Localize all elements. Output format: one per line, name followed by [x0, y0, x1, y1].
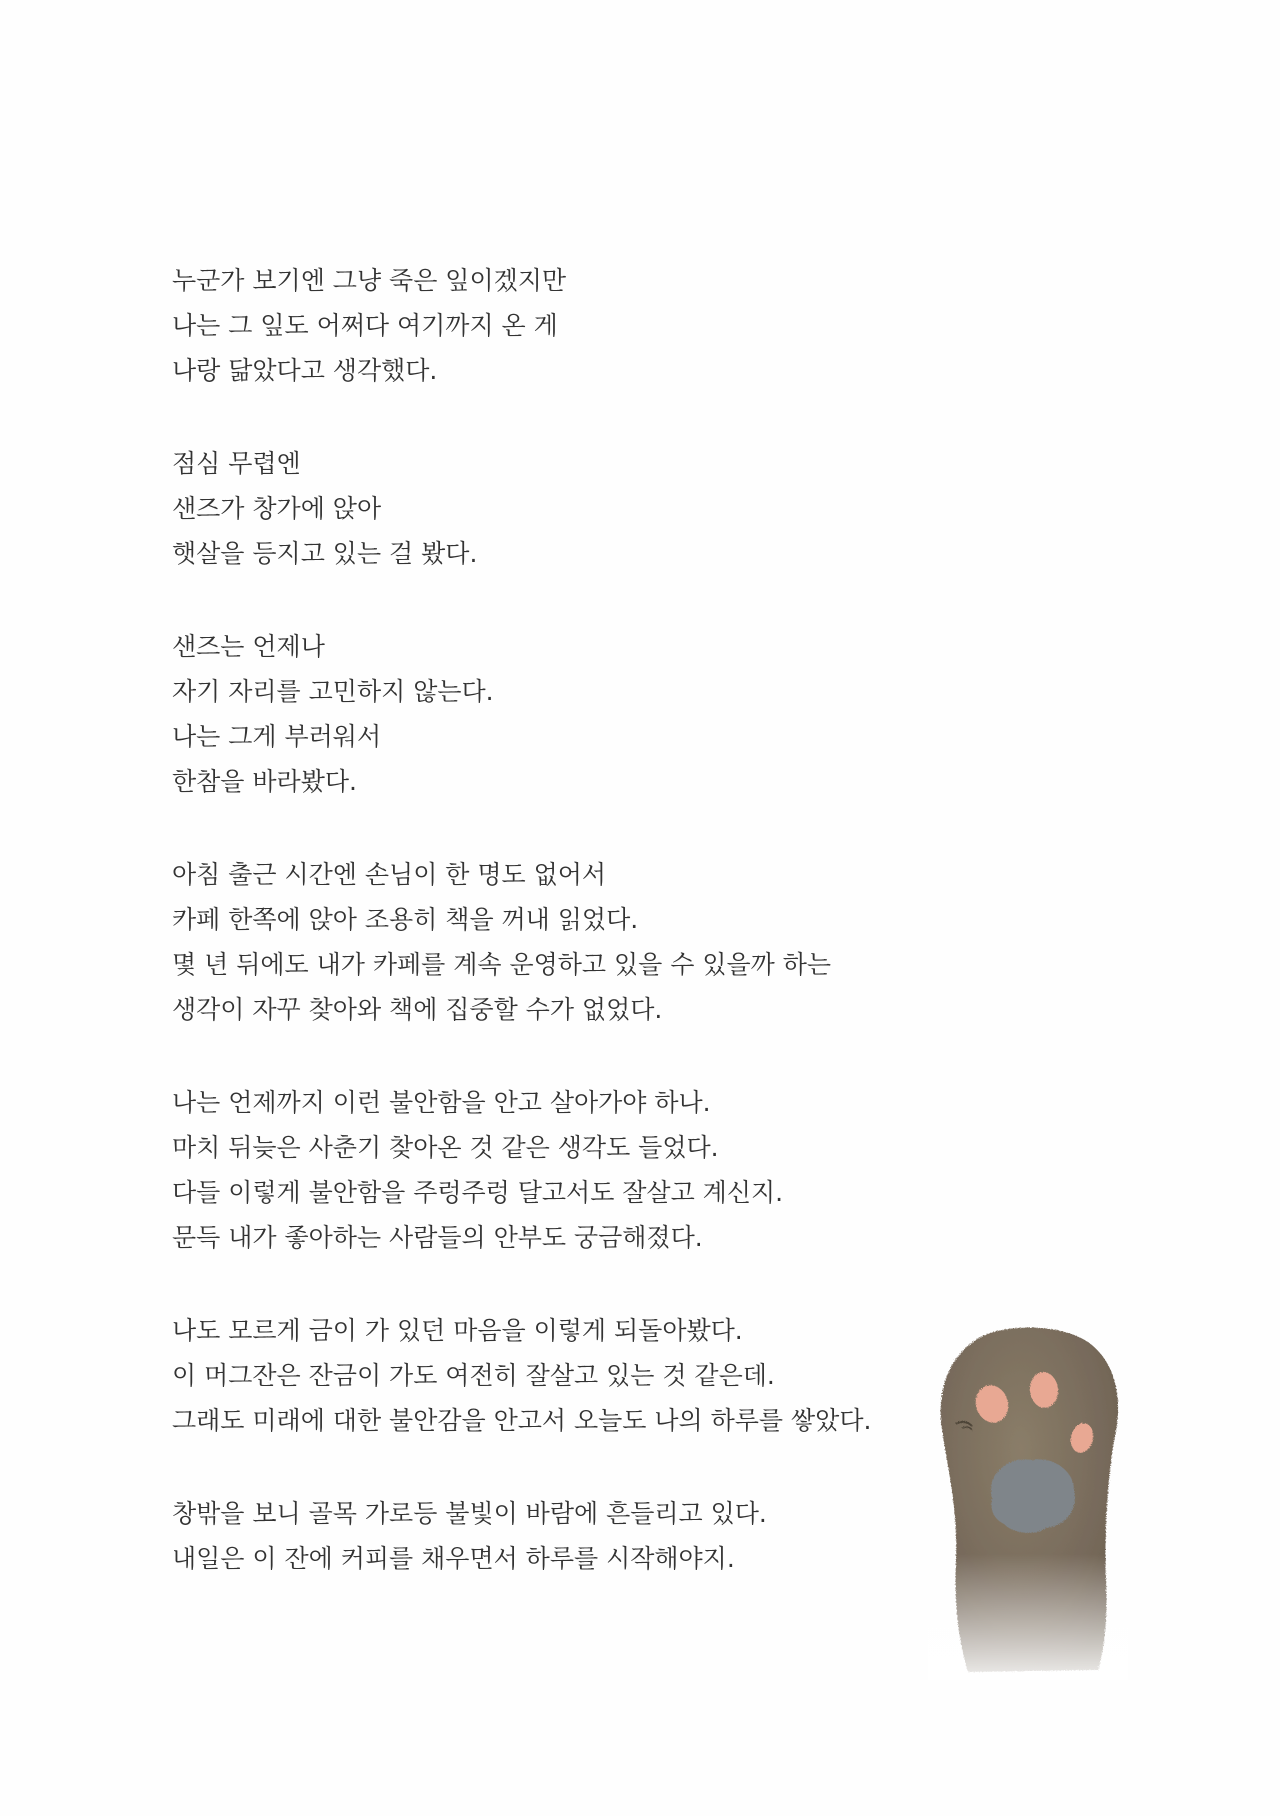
poem-line: 나는 그게 부러워서 — [172, 722, 382, 751]
poem-line: 햇살을 등지고 있는 걸 봤다. — [172, 539, 478, 568]
poem-line: 그래도 미래에 대한 불안감을 안고서 오늘도 나의 하루를 쌓았다. — [172, 1406, 872, 1435]
poem-line: 누군가 보기엔 그냥 죽은 잎이겠지만 — [172, 266, 567, 295]
poem-line: 이 머그잔은 잔금이 가도 여전히 잘살고 있는 것 같은데. — [172, 1361, 775, 1390]
poem-line: 나랑 닮았다고 생각했다. — [172, 356, 438, 385]
poem-line: 다들 이렇게 불안함을 주렁주렁 달고서도 잘살고 계신지. — [172, 1178, 784, 1207]
poem-text — [172, 258, 992, 1629]
stanza-5 — [172, 1080, 992, 1260]
poem-line: 몇 년 뒤에도 내가 카페를 계속 운영하고 있을 수 있을까 하는 — [172, 950, 832, 979]
poem-line: 한참을 바라봤다. — [172, 767, 357, 796]
poem-line: 샌즈는 언제나 — [172, 632, 325, 661]
stanza-3 — [172, 624, 992, 804]
stanza-2 — [172, 441, 992, 576]
poem-line: 창밖을 보니 골목 가로등 불빛이 바람에 흔들리고 있다. — [172, 1499, 767, 1528]
poem-line: 내일은 이 잔에 커피를 채우면서 하루를 시작해야지. — [172, 1544, 735, 1573]
poem-line: 나는 언제까지 이런 불안함을 안고 살아가야 하나. — [172, 1088, 711, 1117]
stanza-6 — [172, 1308, 992, 1443]
poem-line: 생각이 자꾸 찾아와 책에 집중할 수가 없었다. — [172, 995, 663, 1024]
poem-line: 샌즈가 창가에 앉아 — [172, 494, 382, 523]
poem-line: 문득 내가 좋아하는 사람들의 안부도 궁금해졌다. — [172, 1223, 703, 1252]
poem-line: 나도 모르게 금이 가 있던 마음을 이렇게 되돌아봤다. — [172, 1316, 743, 1345]
poem-line: 카페 한쪽에 앉아 조용히 책을 꺼내 읽었다. — [172, 905, 639, 934]
poem-line: 나는 그 잎도 어쩌다 여기까지 온 게 — [172, 311, 558, 340]
poem-line: 점심 무렵엔 — [172, 449, 301, 478]
stanza-1 — [172, 258, 992, 393]
stanza-4 — [172, 852, 992, 1032]
poem-line: 아침 출근 시간엔 손님이 한 명도 없어서 — [172, 860, 607, 889]
stanza-7 — [172, 1491, 992, 1581]
cat-paw-icon — [928, 1320, 1128, 1680]
poem-line: 자기 자리를 고민하지 않는다. — [172, 677, 494, 706]
poem-line: 마치 뒤늦은 사춘기 찾아온 것 같은 생각도 들었다. — [172, 1133, 719, 1162]
